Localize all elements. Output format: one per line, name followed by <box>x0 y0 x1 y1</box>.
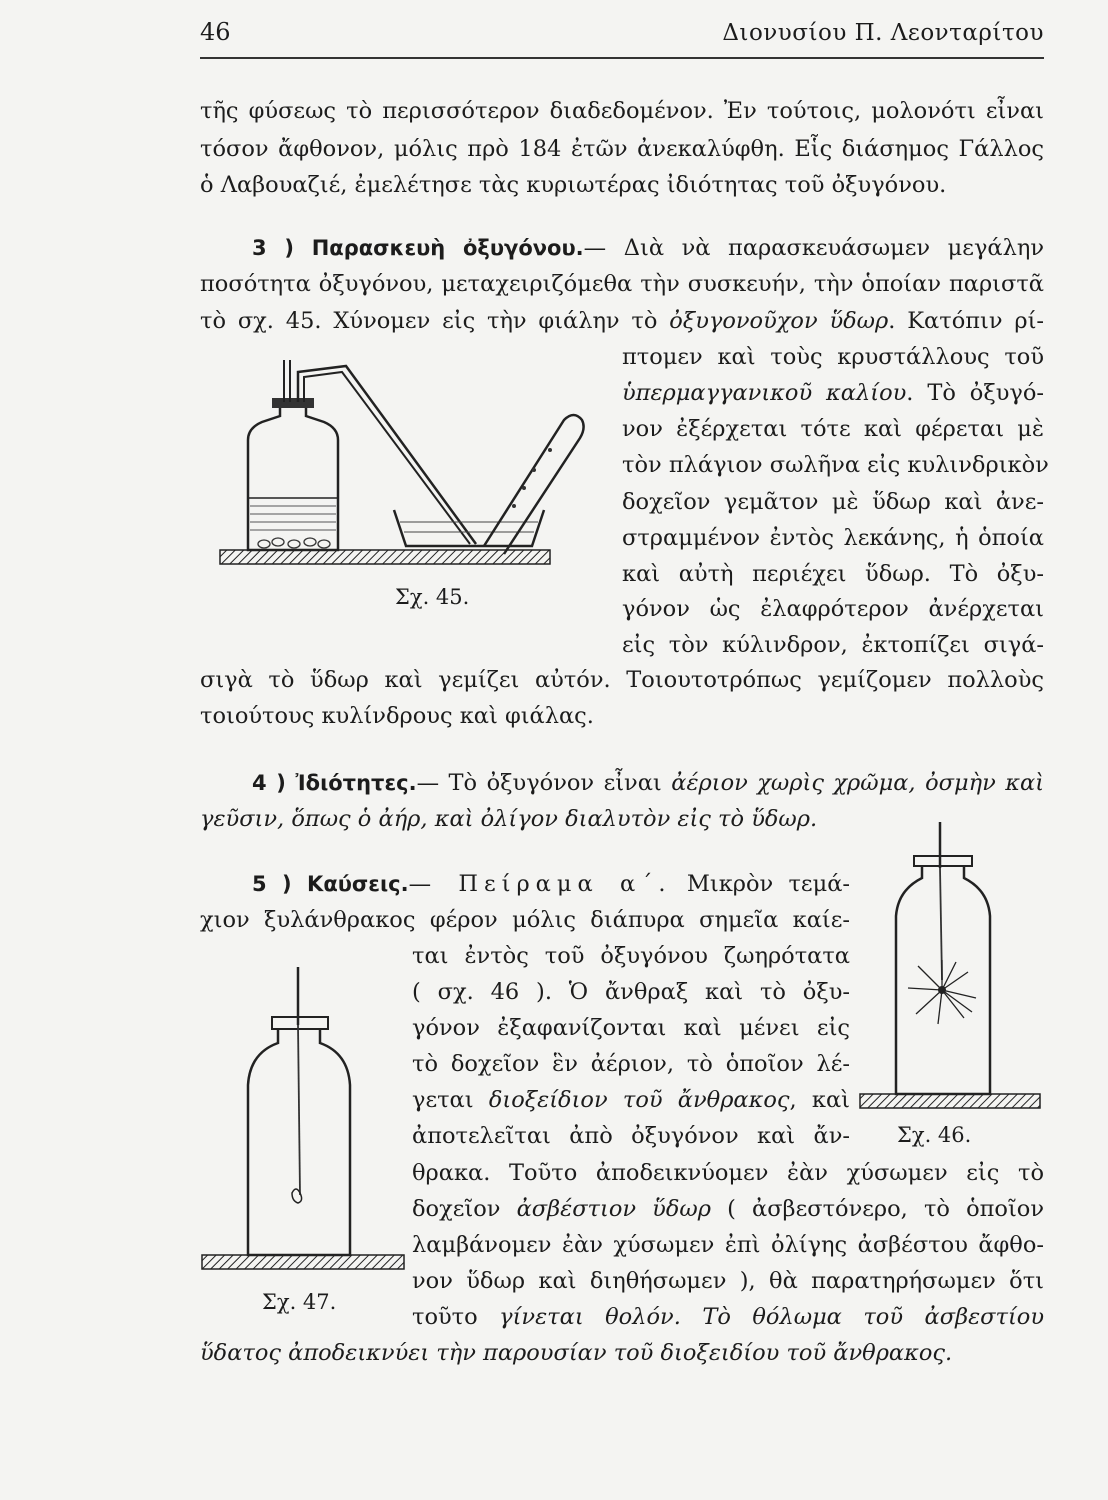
sec5-line-10: δοχεῖον ἀσβέστιον ὕδωρ ( ἀσβεστόνερο, τὸ ὁποῖον <box>412 1196 1044 1222</box>
sec3-line-14: τοιούτους κυλίνδρους καὶ φιάλας. <box>200 703 594 729</box>
sec4-heading: 4 ) Ἰδιότητες. <box>252 771 417 795</box>
sec5-line-3: ται ἐντὸς τοῦ ὀξυγόνου ζωηρότατα <box>412 943 850 969</box>
sec4-line-1: 4 ) Ἰδιότητες.— Τὸ ὀξυγόνον εἶναι ἀέριον χωρὶς χρῶμα, ὀσμὴν καὶ <box>252 770 1045 796</box>
running-title: Διονυσίου Π. Λεονταρίτου <box>722 20 1044 46</box>
sec3-heading: 3 ) Παρασκευὴ ὀξυγόνου. <box>252 236 584 260</box>
sec3-line-8: δοχεῖον γεμᾶτον μὲ ὕδωρ καὶ ἀνε- <box>622 489 1044 515</box>
sec3-line-12: εἰς τὸν κύλινδρον, ἐκτοπίζει σιγά- <box>622 632 1044 658</box>
figure-47-bottle <box>200 965 412 1285</box>
sec5-line-4: ( σχ. 46 ). Ὁ ἄνθραξ καὶ τὸ ὀξυ- <box>412 979 850 1005</box>
figure-46-caption: Σχ. 46. <box>897 1123 972 1147</box>
sec3-line-4: πτομεν καὶ τοὺς κρυστάλλους τοῦ <box>622 344 1044 370</box>
sec3-line-9: στραμμένον ἐντὸς λεκάνης, ἡ ὁποία <box>622 525 1044 551</box>
para1-line-2: τόσον ἄφθονον, μόλις πρὸ 184 ἐτῶν ἀνεκαλύφθη. Εἷς διάσημος Γάλλος <box>200 136 1044 162</box>
sec5-line-1: 5 ) Καύσεις.— Πείραμα α΄. Μικρὸν τεμά- <box>252 871 850 897</box>
sec3-line-1: 3 ) Παρασκευὴ ὀξυγόνου.— Διὰ νὰ παρασκευάσωμεν μεγάλην <box>252 235 1044 261</box>
page-number: 46 <box>200 18 231 46</box>
sec5-line-14: ὕδατος ἀποδεικνύει τὴν παρουσίαν τοῦ διοξειδίου τοῦ ἄνθρακος. <box>200 1340 953 1366</box>
sec3-line-11: γόνον ὡς ἐλαφρότερον ἀνέρχεται <box>622 596 1044 622</box>
sec3-line-6: νον ἐξέρχεται τότε καὶ φέρεται μὲ <box>622 416 1044 442</box>
para1-line-1: τῆς φύσεως τὸ περισσότερον διαδεδομένον. Ἐν τούτοις, μολονότι εἶναι <box>200 98 1044 124</box>
figure-46-bottle-burning <box>858 820 1044 1120</box>
sec5-line-13: τοῦτο γίνεται θολόν. Τὸ θόλωμα τοῦ ἀσβεστίου <box>412 1304 1044 1330</box>
para1-line-3: ὁ Λαβουαζιέ, ἐμελέτησε τὰς κυριωτέρας ἰδιότητας τοῦ ὀξυγόνου. <box>200 172 947 198</box>
sec3-line-2: ποσότητα ὀξυγόνου, μεταχειριζόμεθα τὴν συσκευήν, τὴν ὁποίαν παριστᾶ <box>200 271 1044 297</box>
sec5-line-9: θρακα. Τοῦτο ἀποδεικνύομεν ἐὰν χύσωμεν εἰς τὸ <box>412 1160 1044 1186</box>
sec3-line-7: τὸν πλάγιον σωλῆνα εἰς κυλινδρικὸν <box>622 452 1049 478</box>
figure-45-apparatus <box>214 350 614 580</box>
sec5-heading: 5 ) Καύσεις. <box>252 872 409 896</box>
figure-47-caption: Σχ. 47. <box>262 1290 337 1314</box>
sec5-line-2: χιον ξυλάνθρακος φέρον μόλις διάπυρα σημεῖα καίε- <box>200 907 850 933</box>
sec5-line-12: νον ὕδωρ καὶ διηθήσωμεν ), θὰ παρατηρήσωμεν ὅτι <box>412 1268 1044 1294</box>
sec3-line-13: σιγὰ τὸ ὕδωρ καὶ γεμίζει αὐτόν. Τοιουτοτρόπως γεμίζομεν πολλοὺς <box>200 667 1044 693</box>
sec5-line-6: τὸ δοχεῖον ἓν ἀέριον, τὸ ὁποῖον λέ- <box>412 1051 850 1077</box>
header-rule <box>200 57 1044 59</box>
sec5-line-5: γόνον ἐξαφανίζονται καὶ μένει εἰς <box>412 1015 850 1041</box>
figure-45-caption: Σχ. 45. <box>395 585 470 609</box>
sec5-line-7: γεται διοξείδιον τοῦ ἄνθρακος, καὶ <box>412 1087 851 1113</box>
sec5-line-8: ἀποτελεῖται ἀπὸ ὀξυγόνον καὶ ἄν- <box>412 1123 850 1149</box>
sec3-line-5: ὑπερμαγγανικοῦ καλίου. Τὸ ὀξυγό- <box>622 380 1044 406</box>
sec3-line-3: τὸ σχ. 45. Χύνομεν εἰς τὴν φιάλην τὸ ὀξυγονοῦχον ὕδωρ. Κατόπιν ρί- <box>200 308 1044 334</box>
sec4-line-2: γεῦσιν, ὅπως ὁ ἀήρ, καὶ ὀλίγον διαλυτὸν εἰς τὸ ὕδωρ. <box>200 806 818 832</box>
sec5-line-11: λαμβάνομεν ἐὰν χύσωμεν ἐπὶ ὀλίγης ἀσβέστου ἄφθο- <box>412 1232 1044 1258</box>
sec3-line-10: καὶ αὐτὴ περιέχει ὕδωρ. Τὸ ὀξυ- <box>622 561 1044 587</box>
